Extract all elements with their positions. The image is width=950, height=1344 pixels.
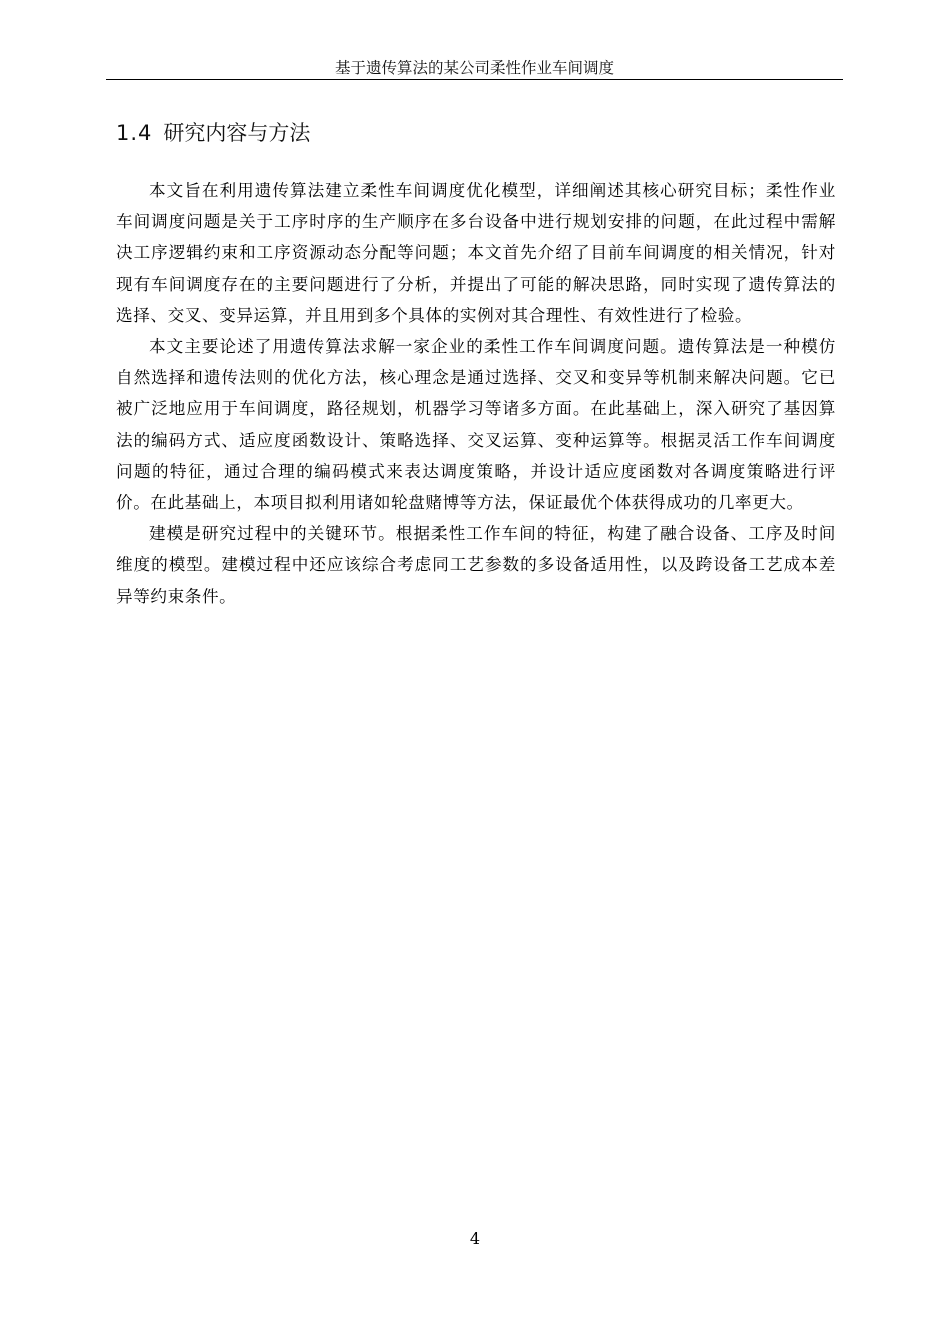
header-rule [106, 79, 843, 80]
page-number: 4 [469, 1229, 481, 1248]
section-heading [116, 118, 310, 148]
section-number: 1.4 [116, 121, 153, 145]
paragraph-modeling: 建模是研究过程中的关键环节。根据柔性工作车间的特征，构建了融合设备、工序及时间维度的模型。建模过程中还应该综合考虑同工艺参数的多设备适用性，以及跨设备工艺成本差异等约束条件。 [116, 524, 836, 606]
paragraph-research-goal: 本文旨在利用遗传算法建立柔性车间调度优化模型，详细阐述其核心研究目标；柔性作业车间调度问题是关于工序时序的生产顺序在多台设备中进行规划安排的问题，在此过程中需解决工序逻辑约束和工序资源动态分配等问题；本文首先介绍了目前车间调度的相关情况，针对现有车间调度存在的主要问题进行了分析，并提出了可能的解决思路，同时实现了遗传算法的选择、交叉、变异运算，并且用到多个具体的实例对其合理性、有效性进行了检验。 [116, 181, 836, 325]
running-header: 基于遗传算法的某公司柔性作业车间调度 [334, 59, 614, 77]
paragraph-genetic-algorithm: 本文主要论述了用遗传算法求解一家企业的柔性工作车间调度问题。遗传算法是一种模仿自然选择和遗传法则的优化方法，核心理念是通过选择、交叉和变异等机制来解决问题。它已被广泛地应用于车间调度，路径规划，机器学习等诸多方面。在此基础上，深入研究了基因算法的编码方式、适应度函数设计、策略选择、交叉运算、变种运算等。根据灵活工作车间调度问题的特征，通过合理的编码模式来表达调度策略，并设计适应度函数对各调度策略进行评价。在此基础上，本项目拟利用诸如轮盘赌博等方法，保证最优个体获得成功的几率更大。 [116, 337, 836, 513]
body-text [116, 175, 836, 612]
section-title: 研究内容与方法 [163, 121, 311, 145]
